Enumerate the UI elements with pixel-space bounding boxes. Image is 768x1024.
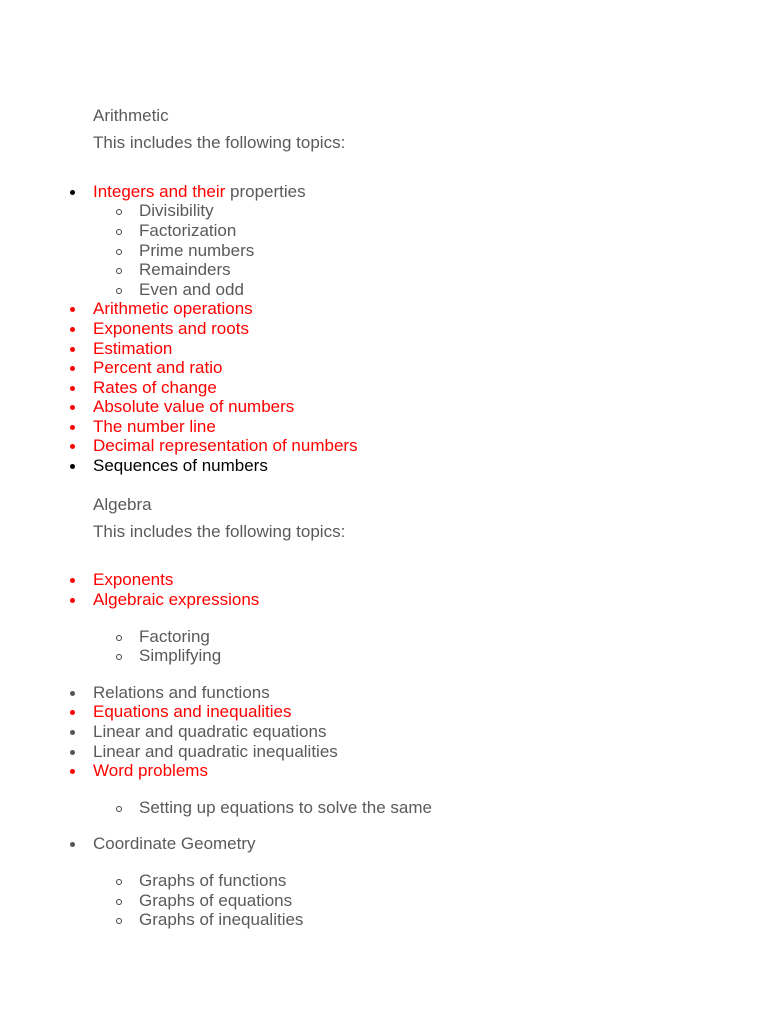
list-item — [93, 319, 249, 339]
sub-list-item-label: Even and odd — [139, 280, 244, 299]
circle-bullet-icon — [116, 288, 122, 294]
list-item-label: Decimal representation of numbers — [93, 436, 358, 455]
list-item-label: Word problems — [93, 761, 208, 780]
sub-list-item-label: Graphs of functions — [139, 871, 287, 890]
circle-bullet-icon — [116, 918, 122, 924]
list-item-label: Estimation — [93, 339, 173, 358]
bullet-icon — [70, 464, 75, 469]
list-item-label: Rates of change — [93, 378, 217, 397]
list-item — [93, 683, 270, 703]
list-item-label: Coordinate Geometry — [93, 834, 256, 853]
sub-list-item — [139, 891, 292, 911]
sub-list-item-label: Factorization — [139, 221, 237, 240]
list-item-label: Exponents — [93, 570, 174, 589]
list-item — [93, 456, 268, 476]
bullet-icon — [70, 710, 75, 715]
list-item-label: Sequences of numbers — [93, 456, 268, 475]
list-item — [93, 722, 326, 742]
list-item-label: Linear and quadratic equations — [93, 722, 327, 741]
list-item-label: Algebraic expressions — [93, 590, 260, 609]
bullet-icon — [70, 347, 75, 352]
list-item-label-rest: properties — [225, 182, 306, 201]
bullet-icon — [70, 425, 75, 430]
sub-list-item-label: Graphs of inequalities — [139, 910, 304, 929]
list-item-label: Relations and functions — [93, 683, 270, 702]
bullet-icon — [70, 444, 75, 449]
bullet-icon — [70, 405, 75, 410]
list-item-label: Arithmetic operations — [93, 299, 253, 318]
circle-bullet-icon — [116, 249, 122, 255]
list-item — [93, 397, 294, 417]
sub-list-item — [139, 260, 231, 280]
sub-list-item — [139, 201, 214, 221]
bullet-icon — [70, 750, 75, 755]
circle-bullet-icon — [116, 268, 122, 274]
list-item — [93, 378, 217, 398]
circle-bullet-icon — [116, 209, 122, 215]
bullet-icon — [70, 327, 75, 332]
list-item-label-highlight: Integers and their — [93, 182, 226, 201]
sub-list-item-label: Factoring — [139, 627, 210, 646]
circle-bullet-icon — [116, 806, 122, 812]
list-item — [93, 834, 256, 854]
list-item-label: Percent and ratio — [93, 358, 223, 377]
list-item — [93, 570, 173, 590]
list-item-label: Linear and quadratic inequalities — [93, 742, 338, 761]
bullet-icon — [70, 730, 75, 735]
bullet-icon — [70, 598, 75, 603]
sub-list-item-label: Prime numbers — [139, 241, 255, 260]
sub-list-item — [139, 871, 286, 891]
list-item-label: The number line — [93, 417, 216, 436]
list-item — [93, 436, 358, 456]
sub-list-item — [139, 280, 244, 300]
section-heading-algebra: Algebra — [93, 495, 152, 514]
circle-bullet-icon — [116, 899, 122, 905]
sub-list-item — [139, 646, 221, 666]
sub-list-item — [139, 910, 303, 930]
list-item — [93, 182, 306, 202]
list-item — [93, 761, 208, 781]
list-item — [93, 417, 216, 437]
list-item — [93, 339, 172, 359]
list-item-label: Equations and inequalities — [93, 702, 292, 721]
list-item-label: Exponents and roots — [93, 319, 249, 338]
bullet-icon — [70, 386, 75, 391]
sub-list-item — [139, 798, 432, 818]
bullet-icon — [70, 366, 75, 371]
section-heading-arithmetic: Arithmetic — [93, 106, 169, 125]
sub-list-item-label: Simplifying — [139, 646, 222, 665]
circle-bullet-icon — [116, 879, 122, 885]
list-item — [93, 299, 253, 319]
sub-list-item — [139, 221, 236, 241]
circle-bullet-icon — [116, 635, 122, 641]
bullet-icon — [70, 307, 75, 312]
list-item — [93, 702, 291, 722]
list-item-label: Absolute value of numbers — [93, 397, 295, 416]
bullet-icon — [70, 691, 75, 696]
list-item — [93, 358, 222, 378]
sub-list-item — [139, 241, 254, 261]
sub-list-item-label: Setting up equations to solve the same — [139, 798, 432, 817]
list-item — [93, 590, 259, 610]
bullet-icon — [70, 578, 75, 583]
sub-list-item — [139, 627, 210, 647]
sub-list-item-label: Graphs of equations — [139, 891, 293, 910]
bullet-icon — [70, 842, 75, 847]
bullet-icon — [70, 769, 75, 774]
list-item — [93, 742, 338, 762]
sub-list-item-label: Remainders — [139, 260, 231, 279]
circle-bullet-icon — [116, 229, 122, 235]
section-intro-algebra: This includes the following topics: — [93, 522, 346, 541]
sub-list-item-label: Divisibility — [139, 201, 214, 220]
section-intro-arithmetic: This includes the following topics: — [93, 133, 346, 152]
bullet-icon — [70, 190, 75, 195]
circle-bullet-icon — [116, 654, 122, 660]
